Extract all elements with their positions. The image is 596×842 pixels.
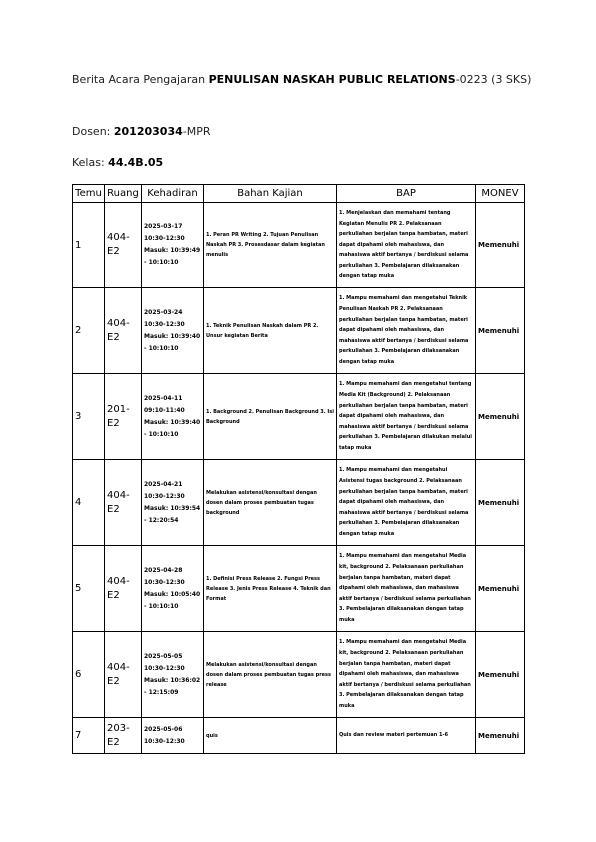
cell-kehadiran bbox=[142, 718, 204, 754]
cell-monev: Memenuhi bbox=[476, 374, 525, 460]
kehadiran-date: 2025-04-21 bbox=[144, 480, 183, 488]
kehadiran-time: 10:30-12:30 bbox=[144, 664, 185, 672]
dosen-label: Dosen: bbox=[72, 125, 114, 138]
cell-bahan-kajian: 1. Background 2. Penulisan Background 3. Isi Background bbox=[204, 374, 337, 460]
cell-kehadiran bbox=[142, 546, 204, 632]
kehadiran-masuk: Masuk: 10:36:02 bbox=[144, 676, 201, 684]
col-header-ruang: Ruang bbox=[105, 185, 142, 203]
kehadiran-masuk: Masuk: 10:39:40 bbox=[144, 332, 201, 340]
kehadiran-date: 2025-04-11 bbox=[144, 394, 183, 402]
cell-bahan-kajian: Melakukan asistensi/konsultasi dengan dosen dalam proses pembuatan tugas background bbox=[204, 460, 337, 546]
cell-bap: 1. Mampu memahami dan mengetahui Teknik Penulisan Naskah PR 2. Pelaksanaan perkuliahan berjalan tanpa hambatan, materi dapat dipahami oleh mahasiswa, dan mahasiswa aktif bertanya / berdiskusi selama perkuliahan 3. Pembelajaran dilaksanakan dengan tatap muka bbox=[337, 288, 476, 374]
table-row bbox=[73, 288, 525, 374]
cell-bahan-kajian: 1. Definisi Press Release 2. Fungsi Press Release 3. Jenis Press Release 4. Teknik dan Format bbox=[204, 546, 337, 632]
kelas-value: 44.4B.05 bbox=[108, 156, 164, 169]
col-header-monev: MONEV bbox=[476, 185, 525, 203]
col-header-bap: BAP bbox=[337, 185, 476, 203]
cell-kehadiran bbox=[142, 288, 204, 374]
kehadiran-keluar: - 10:10:10 bbox=[144, 602, 179, 610]
kehadiran-date: 2025-05-05 bbox=[144, 652, 183, 660]
cell-bahan-kajian: 1. Peran PR Writing 2. Tujuan Penulisan Naskah PR 3. Prosesdasar dalam kegiatan menulis bbox=[204, 203, 337, 288]
dosen-id: 201203034 bbox=[113, 125, 183, 138]
kehadiran-masuk: Masuk: 10:39:54 bbox=[144, 504, 201, 512]
bap-table bbox=[72, 184, 525, 754]
kehadiran-keluar: - 12:15:09 bbox=[144, 688, 179, 696]
cell-ruang: 203-E2 bbox=[105, 718, 142, 754]
kelas-line bbox=[72, 154, 163, 171]
cell-ruang: 404-E2 bbox=[105, 203, 142, 288]
cell-bahan-kajian: 1. Teknik Penulisan Naskah dalam PR 2. Unsur kegiatan Berita bbox=[204, 288, 337, 374]
kehadiran-date: 2025-05-06 bbox=[144, 725, 183, 733]
cell-bap: Quis dan review materi pertemuan 1-6 bbox=[337, 718, 476, 754]
kehadiran-keluar: - 10:10:10 bbox=[144, 259, 179, 266]
cell-temu: 1 bbox=[73, 203, 105, 288]
cell-temu: 2 bbox=[73, 288, 105, 374]
table-row bbox=[73, 546, 525, 632]
cell-bahan-kajian: quis bbox=[204, 718, 337, 754]
col-header-temu: Temu bbox=[73, 185, 105, 203]
cell-bap: 1. Mampu memahami dan mengetahui tentang Media Kit (Background) 2. Pelaksanaan perkuliahan berjalan tanpa hambatan, materi dapat dipahami oleh mahasiswa, dan mahasiswa aktif bertanya / berdiskusi selama perkuliahan 3. Pembelajaran dilakukan melalui tatap muka bbox=[337, 374, 476, 460]
cell-ruang: 404-E2 bbox=[105, 546, 142, 632]
cell-monev: Memenuhi bbox=[476, 460, 525, 546]
kehadiran-masuk: Masuk: 10:39:49 bbox=[144, 247, 201, 254]
table-header-row bbox=[73, 185, 525, 203]
cell-monev: Memenuhi bbox=[476, 203, 525, 288]
cell-ruang: 404-E2 bbox=[105, 632, 142, 718]
cell-bap: 1. Mampu memahami dan mengetahui Media kit, background 2. Pelaksanaan perkuliahan berjalan tanpa hambatan, materi dapat dipahami oleh mahasiswa, dan mahasiswa aktif bertanya / berdiskusi selama perkuliahan 3. Pembelajaran dilaksanakan dengan tatap muka bbox=[337, 632, 476, 718]
cell-monev: Memenuhi bbox=[476, 288, 525, 374]
table-row bbox=[73, 203, 525, 288]
cell-bap: 1. Menjelaskan dan memahami tentang Kegiatan Menulis PR 2. Pelaksanaan perkuliahan berjalan tanpa hambatan, materi dapat dipahami oleh mahasiswa, dan mahasiswa aktif bertanya / berdiskusi selama perkuliahan 3. Pembelajaran dilaksanakan dengan tatap muka bbox=[337, 203, 476, 288]
table-row bbox=[73, 718, 525, 754]
cell-kehadiran bbox=[142, 460, 204, 546]
kehadiran-time: 10:30-12:30 bbox=[144, 737, 185, 745]
cell-monev: Memenuhi bbox=[476, 546, 525, 632]
cell-monev: Memenuhi bbox=[476, 718, 525, 754]
cell-ruang: 201-E2 bbox=[105, 374, 142, 460]
kehadiran-time: 10:30-12:30 bbox=[144, 578, 185, 586]
col-header-bahan-kajian: Bahan Kajian bbox=[204, 185, 337, 203]
kehadiran-date: 2025-04-28 bbox=[144, 566, 183, 574]
cell-temu: 7 bbox=[73, 718, 105, 754]
cell-ruang: 404-E2 bbox=[105, 460, 142, 546]
cell-temu: 6 bbox=[73, 632, 105, 718]
cell-ruang: 404-E2 bbox=[105, 288, 142, 374]
kehadiran-date: 2025-03-24 bbox=[144, 308, 183, 316]
cell-bap: 1. Mampu memahami dan mengetahui Media kit, background 2. Pelaksanaan perkuliahan berjalan tanpa hambatan, materi dapat dipahami oleh mahasiswa, dan mahasiswa aktif bertanya / berdiskusi selama perkuliahan 3. Pembelajaran dilaksanakan dengan tatap muka bbox=[337, 546, 476, 632]
table-row bbox=[73, 460, 525, 546]
col-header-kehadiran: Kehadiran bbox=[142, 185, 204, 203]
table-row bbox=[73, 632, 525, 718]
kehadiran-keluar: - 10:10:10 bbox=[144, 430, 179, 438]
kehadiran-time: 10:30-12:30 bbox=[144, 235, 185, 242]
course-name: PENULISAN NASKAH PUBLIC RELATIONS bbox=[208, 73, 456, 86]
cell-bap: 1. Mampu memahami dan mengetahui Asistensi tugas background 2. Pelaksanaan perkuliahan berjalan tanpa hambatan, materi dapat dipahami oleh mahasiswa, dan mahasiswa aktif bertanya / berdiskusi selama perkuliahan 3. Pembelajaran dilaksanakan dengan tatap muka bbox=[337, 460, 476, 546]
cell-kehadiran bbox=[142, 374, 204, 460]
kehadiran-time: 10:30-12:30 bbox=[144, 320, 185, 328]
dosen-line bbox=[72, 123, 211, 140]
kehadiran-keluar: - 10:10:10 bbox=[144, 344, 179, 352]
kehadiran-time: 10:30-12:30 bbox=[144, 492, 185, 500]
document-title bbox=[72, 71, 532, 88]
cell-temu: 4 bbox=[73, 460, 105, 546]
cell-bahan-kajian: Melakukan asistensi/konsultasi dengan dosen dalam proses pembuatan tugas press release bbox=[204, 632, 337, 718]
cell-temu: 3 bbox=[73, 374, 105, 460]
cell-kehadiran bbox=[142, 203, 204, 288]
cell-monev: Memenuhi bbox=[476, 632, 525, 718]
kehadiran-date: 2025-03-17 bbox=[144, 223, 183, 230]
cell-temu: 5 bbox=[73, 546, 105, 632]
table-row bbox=[73, 374, 525, 460]
cell-kehadiran bbox=[142, 632, 204, 718]
title-prefix: Berita Acara Pengajaran bbox=[72, 73, 209, 86]
title-suffix: -0223 (3 SKS) bbox=[455, 73, 532, 86]
kehadiran-masuk: Masuk: 10:05:40 bbox=[144, 590, 201, 598]
kehadiran-time: 09:10-11:40 bbox=[144, 406, 185, 414]
kehadiran-keluar: - 12:20:54 bbox=[144, 516, 179, 524]
dosen-suffix: -MPR bbox=[182, 125, 211, 138]
kelas-label: Kelas: bbox=[72, 156, 109, 169]
kehadiran-masuk: Masuk: 10:39:40 bbox=[144, 418, 201, 426]
